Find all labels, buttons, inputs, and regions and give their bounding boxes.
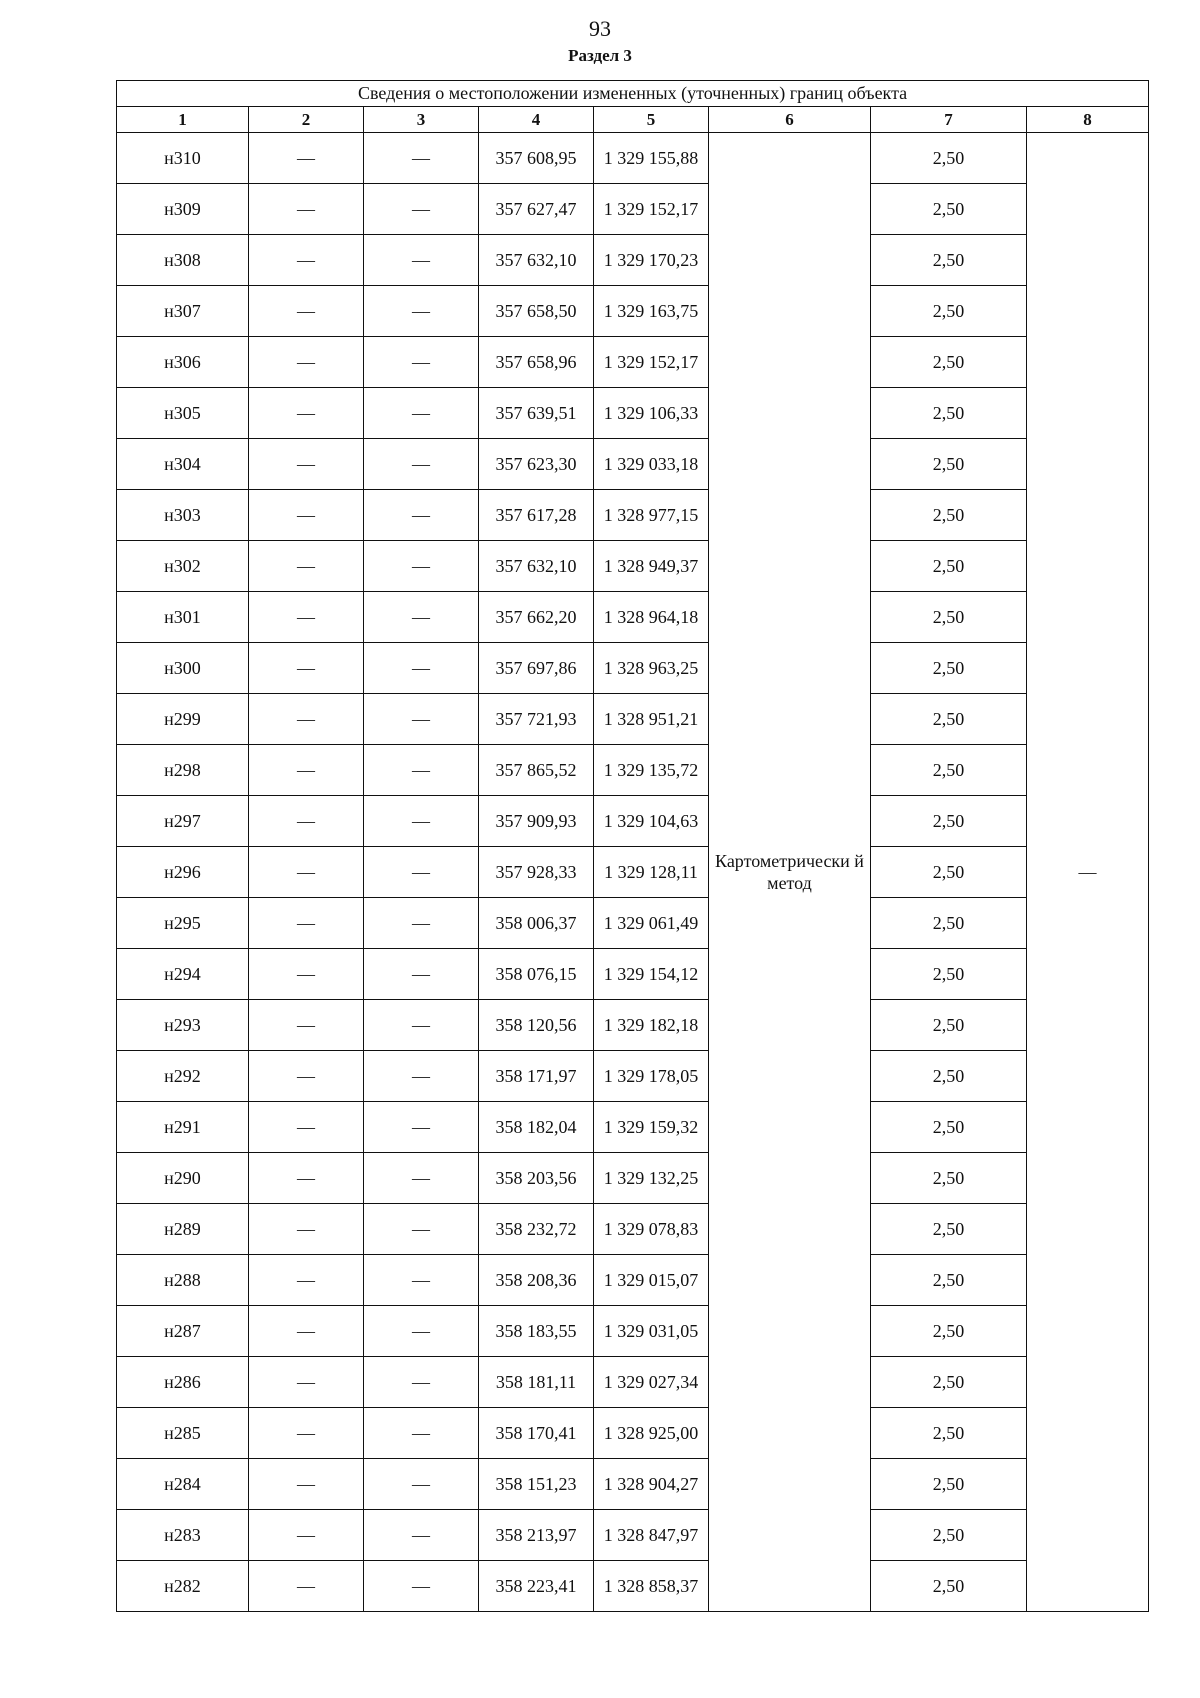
col3-value: — — [364, 898, 479, 949]
precision-value: 2,50 — [871, 133, 1027, 184]
point-name: н290 — [117, 1153, 249, 1204]
col2-value: — — [249, 490, 364, 541]
col2-value: — — [249, 286, 364, 337]
point-name: н286 — [117, 1357, 249, 1408]
point-name: н299 — [117, 694, 249, 745]
x-coordinate: 357 658,96 — [479, 337, 594, 388]
y-coordinate: 1 328 964,18 — [594, 592, 709, 643]
y-coordinate: 1 329 152,17 — [594, 184, 709, 235]
column-number: 6 — [709, 107, 871, 133]
table-row — [117, 1051, 1149, 1102]
x-coordinate: 358 203,56 — [479, 1153, 594, 1204]
table-row — [117, 133, 1149, 184]
x-coordinate: 357 658,50 — [479, 286, 594, 337]
point-name: н304 — [117, 439, 249, 490]
point-name: н306 — [117, 337, 249, 388]
col3-value: — — [364, 1255, 479, 1306]
col3-value: — — [364, 643, 479, 694]
precision-value: 2,50 — [871, 949, 1027, 1000]
col2-value: — — [249, 1459, 364, 1510]
x-coordinate: 358 208,36 — [479, 1255, 594, 1306]
col3-value: — — [364, 1408, 479, 1459]
point-name: н288 — [117, 1255, 249, 1306]
y-coordinate: 1 329 170,23 — [594, 235, 709, 286]
table-caption: Сведения о местоположении измененных (уточненных) границ объекта — [117, 81, 1149, 107]
y-coordinate: 1 329 154,12 — [594, 949, 709, 1000]
precision-value: 2,50 — [871, 1561, 1027, 1612]
x-coordinate: 358 182,04 — [479, 1102, 594, 1153]
precision-value: 2,50 — [871, 745, 1027, 796]
precision-value: 2,50 — [871, 1255, 1027, 1306]
column-number: 1 — [117, 107, 249, 133]
table-row — [117, 1000, 1149, 1051]
y-coordinate: 1 329 061,49 — [594, 898, 709, 949]
y-coordinate: 1 328 925,00 — [594, 1408, 709, 1459]
precision-value: 2,50 — [871, 1459, 1027, 1510]
x-coordinate: 357 662,20 — [479, 592, 594, 643]
col2-value: — — [249, 1255, 364, 1306]
table-row — [117, 949, 1149, 1000]
column-number: 5 — [594, 107, 709, 133]
col3-value: — — [364, 745, 479, 796]
col3-value: — — [364, 1357, 479, 1408]
col3-value: — — [364, 1153, 479, 1204]
x-coordinate: 358 213,97 — [479, 1510, 594, 1561]
col2-value: — — [249, 1000, 364, 1051]
col2-value: — — [249, 949, 364, 1000]
coordinates-table — [116, 80, 1149, 1612]
point-name: н289 — [117, 1204, 249, 1255]
col3-value: — — [364, 847, 479, 898]
point-name: н301 — [117, 592, 249, 643]
x-coordinate: 357 865,52 — [479, 745, 594, 796]
col3-value: — — [364, 1204, 479, 1255]
point-name: н309 — [117, 184, 249, 235]
col3-value: — — [364, 949, 479, 1000]
point-name: н287 — [117, 1306, 249, 1357]
point-name: н297 — [117, 796, 249, 847]
table-row — [117, 1204, 1149, 1255]
col2-value: — — [249, 745, 364, 796]
precision-value: 2,50 — [871, 898, 1027, 949]
col3-value: — — [364, 388, 479, 439]
table-row — [117, 1459, 1149, 1510]
column-number: 7 — [871, 107, 1027, 133]
table-row — [117, 1357, 1149, 1408]
point-name: н294 — [117, 949, 249, 1000]
method-cell: Картометрически й метод — [709, 133, 871, 1612]
precision-value: 2,50 — [871, 286, 1027, 337]
y-coordinate: 1 329 033,18 — [594, 439, 709, 490]
table-row — [117, 337, 1149, 388]
precision-value: 2,50 — [871, 541, 1027, 592]
table-row — [117, 184, 1149, 235]
precision-value: 2,50 — [871, 1306, 1027, 1357]
col2-value: — — [249, 643, 364, 694]
table-row — [117, 1510, 1149, 1561]
col2-value: — — [249, 1051, 364, 1102]
precision-value: 2,50 — [871, 1408, 1027, 1459]
point-name: н307 — [117, 286, 249, 337]
y-coordinate: 1 329 152,17 — [594, 337, 709, 388]
table-row — [117, 592, 1149, 643]
y-coordinate: 1 329 163,75 — [594, 286, 709, 337]
section-title: Раздел 3 — [568, 46, 632, 65]
precision-value: 2,50 — [871, 592, 1027, 643]
table-row — [117, 1408, 1149, 1459]
precision-value: 2,50 — [871, 235, 1027, 286]
col2-value: — — [249, 796, 364, 847]
point-name: н296 — [117, 847, 249, 898]
precision-value: 2,50 — [871, 796, 1027, 847]
y-coordinate: 1 328 847,97 — [594, 1510, 709, 1561]
col3-value: — — [364, 1306, 479, 1357]
col3-value: — — [364, 286, 479, 337]
col2-value: — — [249, 184, 364, 235]
column-number: 4 — [479, 107, 594, 133]
precision-value: 2,50 — [871, 1102, 1027, 1153]
x-coordinate: 357 639,51 — [479, 388, 594, 439]
point-name: н285 — [117, 1408, 249, 1459]
table-row — [117, 694, 1149, 745]
point-name: н283 — [117, 1510, 249, 1561]
x-coordinate: 358 181,11 — [479, 1357, 594, 1408]
x-coordinate: 357 632,10 — [479, 541, 594, 592]
x-coordinate: 358 171,97 — [479, 1051, 594, 1102]
precision-value: 2,50 — [871, 643, 1027, 694]
x-coordinate: 357 697,86 — [479, 643, 594, 694]
precision-value: 2,50 — [871, 847, 1027, 898]
col3-value: — — [364, 796, 479, 847]
col2-value: — — [249, 337, 364, 388]
col2-value: — — [249, 847, 364, 898]
col3-value: — — [364, 184, 479, 235]
table-row — [117, 1306, 1149, 1357]
point-name: н303 — [117, 490, 249, 541]
y-coordinate: 1 329 135,72 — [594, 745, 709, 796]
y-coordinate: 1 329 132,25 — [594, 1153, 709, 1204]
col2-value: — — [249, 592, 364, 643]
precision-value: 2,50 — [871, 388, 1027, 439]
y-coordinate: 1 329 015,07 — [594, 1255, 709, 1306]
point-name: н291 — [117, 1102, 249, 1153]
col3-value: — — [364, 592, 479, 643]
x-coordinate: 357 617,28 — [479, 490, 594, 541]
y-coordinate: 1 329 104,63 — [594, 796, 709, 847]
y-coordinate: 1 329 031,05 — [594, 1306, 709, 1357]
col3-value: — — [364, 235, 479, 286]
x-coordinate: 358 183,55 — [479, 1306, 594, 1357]
col2-value: — — [249, 235, 364, 286]
table-body — [117, 133, 1149, 1612]
y-coordinate: 1 329 106,33 — [594, 388, 709, 439]
col3-value: — — [364, 1561, 479, 1612]
table-row — [117, 490, 1149, 541]
point-name: н300 — [117, 643, 249, 694]
x-coordinate: 357 623,30 — [479, 439, 594, 490]
y-coordinate: 1 329 027,34 — [594, 1357, 709, 1408]
col3-value: — — [364, 133, 479, 184]
col2-value: — — [249, 1306, 364, 1357]
col8-value: — — [1027, 133, 1149, 1612]
col2-value: — — [249, 1357, 364, 1408]
page-number: 93 — [589, 16, 611, 41]
point-name: н292 — [117, 1051, 249, 1102]
col2-value: — — [249, 439, 364, 490]
y-coordinate: 1 328 858,37 — [594, 1561, 709, 1612]
col2-value: — — [249, 694, 364, 745]
x-coordinate: 358 170,41 — [479, 1408, 594, 1459]
col2-value: — — [249, 898, 364, 949]
point-name: н293 — [117, 1000, 249, 1051]
table-row — [117, 388, 1149, 439]
x-coordinate: 357 632,10 — [479, 235, 594, 286]
table-row — [117, 439, 1149, 490]
y-coordinate: 1 328 951,21 — [594, 694, 709, 745]
y-coordinate: 1 329 159,32 — [594, 1102, 709, 1153]
col2-value: — — [249, 1408, 364, 1459]
point-name: н308 — [117, 235, 249, 286]
col2-value: — — [249, 388, 364, 439]
col3-value: — — [364, 439, 479, 490]
column-number: 3 — [364, 107, 479, 133]
col2-value: — — [249, 1102, 364, 1153]
y-coordinate: 1 329 078,83 — [594, 1204, 709, 1255]
x-coordinate: 358 151,23 — [479, 1459, 594, 1510]
col3-value: — — [364, 490, 479, 541]
y-coordinate: 1 329 155,88 — [594, 133, 709, 184]
table-row — [117, 1561, 1149, 1612]
precision-value: 2,50 — [871, 1153, 1027, 1204]
x-coordinate: 357 627,47 — [479, 184, 594, 235]
col3-value: — — [364, 694, 479, 745]
column-number: 8 — [1027, 107, 1149, 133]
point-name: н295 — [117, 898, 249, 949]
x-coordinate: 358 076,15 — [479, 949, 594, 1000]
table-row — [117, 286, 1149, 337]
x-coordinate: 358 006,37 — [479, 898, 594, 949]
x-coordinate: 358 232,72 — [479, 1204, 594, 1255]
y-coordinate: 1 328 949,37 — [594, 541, 709, 592]
precision-value: 2,50 — [871, 337, 1027, 388]
col3-value: — — [364, 1102, 479, 1153]
table-row — [117, 1102, 1149, 1153]
col3-value: — — [364, 337, 479, 388]
precision-value: 2,50 — [871, 1510, 1027, 1561]
point-name: н298 — [117, 745, 249, 796]
col2-value: — — [249, 133, 364, 184]
table-row — [117, 847, 1149, 898]
table-row — [117, 796, 1149, 847]
precision-value: 2,50 — [871, 1000, 1027, 1051]
point-name: н305 — [117, 388, 249, 439]
table-row — [117, 541, 1149, 592]
precision-value: 2,50 — [871, 1357, 1027, 1408]
precision-value: 2,50 — [871, 1051, 1027, 1102]
point-name: н302 — [117, 541, 249, 592]
point-name: н284 — [117, 1459, 249, 1510]
column-number: 2 — [249, 107, 364, 133]
col3-value: — — [364, 1510, 479, 1561]
table-row — [117, 1153, 1149, 1204]
x-coordinate: 357 928,33 — [479, 847, 594, 898]
col2-value: — — [249, 1510, 364, 1561]
col3-value: — — [364, 1051, 479, 1102]
precision-value: 2,50 — [871, 439, 1027, 490]
table-row — [117, 643, 1149, 694]
col2-value: — — [249, 1153, 364, 1204]
x-coordinate: 357 909,93 — [479, 796, 594, 847]
table-row — [117, 898, 1149, 949]
col2-value: — — [249, 1204, 364, 1255]
precision-value: 2,50 — [871, 184, 1027, 235]
col3-value: — — [364, 1000, 479, 1051]
precision-value: 2,50 — [871, 490, 1027, 541]
col3-value: — — [364, 1459, 479, 1510]
table-row — [117, 1255, 1149, 1306]
x-coordinate: 358 120,56 — [479, 1000, 594, 1051]
column-number-row — [117, 107, 1149, 133]
x-coordinate: 357 608,95 — [479, 133, 594, 184]
y-coordinate: 1 329 178,05 — [594, 1051, 709, 1102]
y-coordinate: 1 329 182,18 — [594, 1000, 709, 1051]
precision-value: 2,50 — [871, 1204, 1027, 1255]
col2-value: — — [249, 541, 364, 592]
x-coordinate: 357 721,93 — [479, 694, 594, 745]
y-coordinate: 1 328 963,25 — [594, 643, 709, 694]
col2-value: — — [249, 1561, 364, 1612]
x-coordinate: 358 223,41 — [479, 1561, 594, 1612]
col3-value: — — [364, 541, 479, 592]
point-name: н310 — [117, 133, 249, 184]
table-row — [117, 235, 1149, 286]
y-coordinate: 1 328 904,27 — [594, 1459, 709, 1510]
point-name: н282 — [117, 1561, 249, 1612]
precision-value: 2,50 — [871, 694, 1027, 745]
table-row — [117, 745, 1149, 796]
y-coordinate: 1 328 977,15 — [594, 490, 709, 541]
y-coordinate: 1 329 128,11 — [594, 847, 709, 898]
